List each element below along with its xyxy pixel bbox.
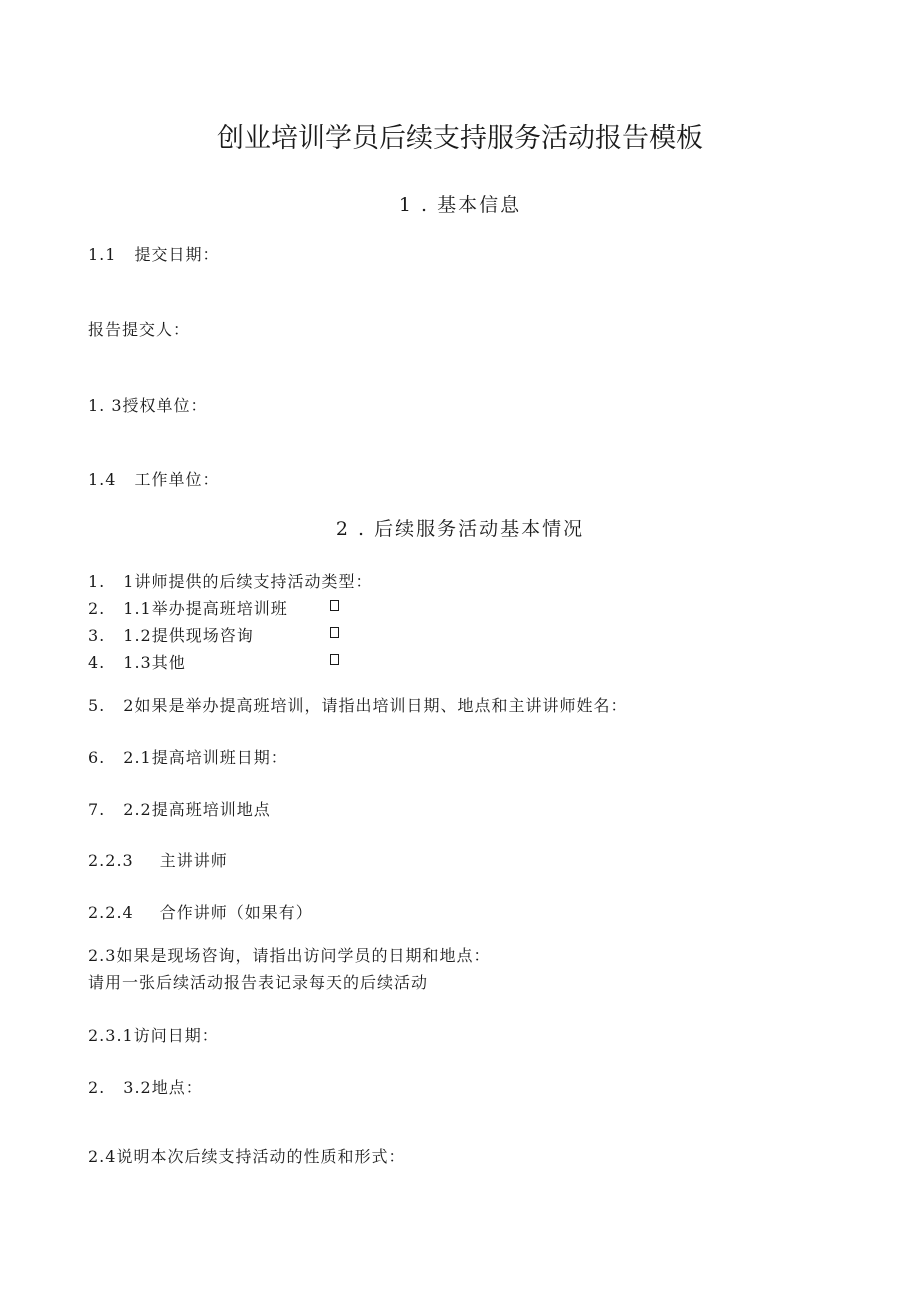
item-number: 2. <box>88 1078 106 1097</box>
training-location-label: 2.2提高班培训地点 <box>123 800 271 819</box>
training-date-label: 2.1提高培训班日期： <box>123 748 288 767</box>
item-number: 2.2.3 <box>88 851 134 870</box>
submit-date-label: 提交日期： <box>134 245 220 264</box>
activity-type-intro <box>88 569 372 592</box>
co-lecturer-line <box>88 900 313 923</box>
item-number: 1.1 <box>88 245 117 264</box>
document-title: 创业培训学员后续支持服务活动报告模板 <box>217 123 703 154</box>
training-date-line <box>88 745 288 768</box>
item-number: 1. 3 <box>88 396 123 415</box>
visit-date-line: 2.3.1访问日期： <box>88 1026 219 1045</box>
section-1-heading: 1 . 基本信息 <box>398 194 522 216</box>
work-unit-line <box>88 467 219 490</box>
consulting-question: 2.3如果是现场咨询，请指出访问学员的日期和地点： <box>88 946 491 965</box>
visit-location-label: 3.2地点： <box>123 1078 203 1097</box>
authorized-unit-label: 授权单位： <box>122 396 208 415</box>
checkbox-onsite-consulting[interactable] <box>330 627 339 638</box>
section-2-heading: 2 . 后续服务活动基本情况 <box>335 518 585 540</box>
item-number: 5. <box>88 696 106 715</box>
training-question-text: 2如果是举办提高班培训，请指出培训日期、地点和主讲讲师姓名： <box>123 696 628 715</box>
option-onsite-consulting <box>88 623 254 646</box>
submitter-line <box>88 317 190 340</box>
option-label: 1.2提供现场咨询 <box>123 626 254 645</box>
training-question <box>88 693 627 716</box>
item-number: 1. <box>88 572 106 591</box>
submit-date-line <box>88 242 219 265</box>
checkbox-training-class[interactable] <box>330 600 339 611</box>
visit-location-line <box>88 1075 203 1098</box>
training-location-line <box>88 797 271 820</box>
option-label: 1.1举办提高班培训班 <box>123 599 288 618</box>
item-number: 2.2.4 <box>88 903 134 922</box>
lead-lecturer-line <box>88 848 228 871</box>
work-unit-label: 工作单位： <box>134 470 220 489</box>
option-other <box>88 650 186 673</box>
consulting-note: 请用一张后续活动报告表记录每天的后续活动 <box>88 973 429 992</box>
item-number: 3. <box>88 626 106 645</box>
item-number: 6. <box>88 748 106 767</box>
item-number: 1.4 <box>88 470 117 489</box>
checkbox-other[interactable] <box>330 654 339 665</box>
co-lecturer-label: 合作讲师（如果有） <box>159 903 313 922</box>
item-number: 4. <box>88 653 106 672</box>
authorized-unit-line <box>88 393 208 416</box>
lead-lecturer-label: 主讲讲师 <box>159 851 228 870</box>
submitter-label: 报告提交人： <box>88 320 191 339</box>
option-training-class <box>88 596 288 619</box>
activity-nature-line: 2.4说明本次后续支持活动的性质和形式： <box>88 1147 406 1166</box>
option-label: 1.3其他 <box>123 653 186 672</box>
activity-type-question: 1讲师提供的后续支持活动类型： <box>123 572 373 591</box>
item-number: 7. <box>88 800 106 819</box>
item-number: 2. <box>88 599 106 618</box>
